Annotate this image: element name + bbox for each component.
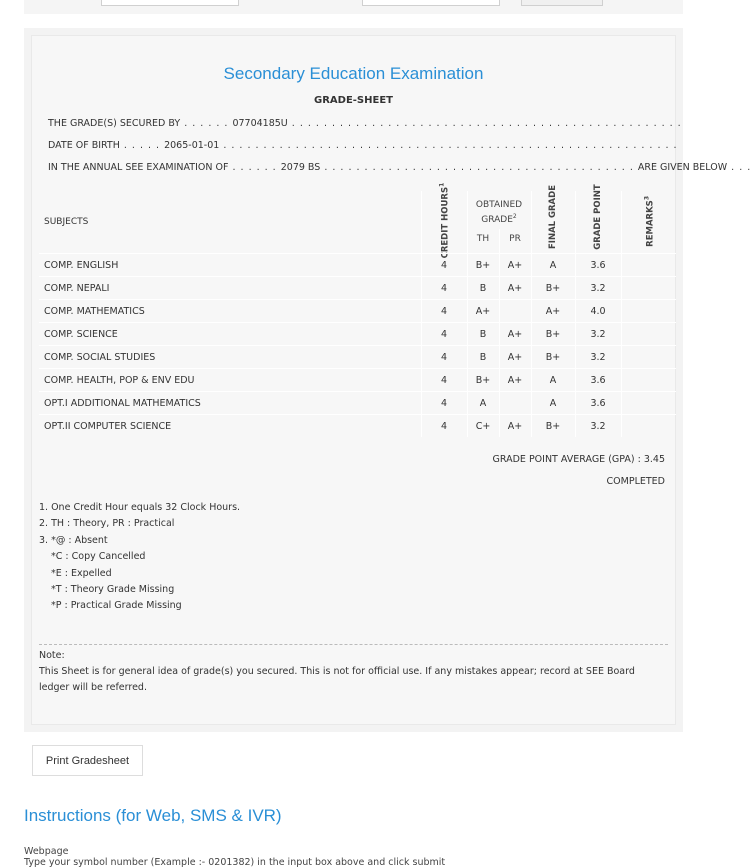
cell-final: A bbox=[549, 260, 557, 271]
cell-remarks bbox=[621, 369, 676, 392]
cell-remarks bbox=[621, 300, 676, 323]
cell-remarks bbox=[621, 346, 676, 369]
cell-final: A bbox=[549, 398, 557, 409]
cell-subject: COMP. MATHEMATICS bbox=[44, 306, 145, 317]
cell-credit: 4 bbox=[440, 375, 448, 386]
header-credit-hours: CREDIT HOURS$^1$ bbox=[438, 182, 451, 259]
cell-final: B+ bbox=[545, 283, 561, 294]
webpage-label: Webpage bbox=[24, 846, 69, 857]
header-remarks: REMARKS$^3$ bbox=[643, 195, 656, 247]
cell-credit: 4 bbox=[440, 283, 448, 294]
info-line-dob: DATE OF BIRTH . . . . . 2065-01-01 . . . . . . . . . . . . . . . . . . . . . . . . . . . . . . . . . . . . . . . . . . . . . . . . . . . . . . . . . bbox=[48, 140, 678, 151]
cell-credit: 4 bbox=[440, 398, 448, 409]
cell-gp: 3.2 bbox=[590, 421, 606, 432]
cell-th: A bbox=[479, 398, 487, 409]
info-line-exam: IN THE ANNUAL SEE EXAMINATION OF . . . . . . 2079 BS . . . . . . . . . . . . . . . . . . . . . . . . . . . . . . . . . . . . . . . ARE GIVEN BELOW . . . bbox=[48, 162, 751, 173]
header-th: TH bbox=[476, 234, 490, 244]
header-final-grade: FINAL GRADE bbox=[548, 185, 558, 249]
cell-remarks bbox=[621, 392, 676, 415]
gradesheet bbox=[31, 35, 751, 725]
cell-th: B+ bbox=[475, 260, 491, 271]
note-text: This Sheet is for general idea of grade(s) you secured. This is not for official use. If any mistakes appear; record at SEE Board ledger will be referred. bbox=[39, 666, 635, 693]
table-row bbox=[39, 368, 676, 392]
cell-pr: A+ bbox=[507, 283, 523, 294]
footnotes bbox=[39, 500, 240, 615]
table-row bbox=[39, 253, 676, 277]
date-of-birth: 2065-01-01 bbox=[164, 140, 220, 151]
instructions-title: Instructions (for Web, SMS & IVR) bbox=[24, 806, 282, 825]
top-form-bar bbox=[24, 0, 683, 14]
footnote: *P : Practical Grade Missing bbox=[51, 600, 182, 612]
disclaimer bbox=[39, 648, 649, 696]
exam-year: 2079 BS bbox=[280, 162, 321, 173]
cell-credit: 4 bbox=[440, 306, 448, 317]
footnote: 2. TH : Theory, PR : Practical bbox=[39, 518, 175, 530]
cell-gp: 3.2 bbox=[590, 283, 606, 294]
exam-title: Secondary Education Examination bbox=[223, 64, 484, 83]
cell-th: A+ bbox=[475, 306, 491, 317]
gradesheet-heading: GRADE-SHEET bbox=[314, 95, 393, 106]
footnote: 1. One Credit Hour equals 32 Clock Hours. bbox=[39, 502, 241, 513]
table-row bbox=[39, 391, 676, 415]
cell-final: A bbox=[549, 375, 557, 386]
cell-subject: OPT.I ADDITIONAL MATHEMATICS bbox=[44, 398, 201, 409]
symbol-input[interactable] bbox=[101, 0, 239, 6]
submit-button[interactable] bbox=[521, 0, 603, 6]
cell-gp: 3.6 bbox=[590, 398, 606, 409]
cell-subject: OPT.II COMPUTER SCIENCE bbox=[44, 421, 172, 432]
cell-pr bbox=[499, 392, 531, 415]
cell-final: B+ bbox=[545, 352, 561, 363]
cell-remarks bbox=[621, 254, 676, 277]
cell-gp: 3.6 bbox=[590, 375, 606, 386]
note-label: Note: bbox=[39, 650, 65, 661]
cell-subject: COMP. SCIENCE bbox=[44, 329, 118, 340]
cell-final: B+ bbox=[545, 329, 561, 340]
table-row bbox=[39, 345, 676, 369]
print-gradesheet-button[interactable]: Print Gradesheet bbox=[32, 745, 143, 776]
cell-final: B+ bbox=[545, 421, 561, 432]
cell-final: A+ bbox=[545, 306, 561, 317]
result-status: COMPLETED bbox=[606, 476, 665, 487]
cell-gp: 4.0 bbox=[590, 306, 606, 317]
cell-remarks bbox=[621, 415, 676, 438]
table-row bbox=[39, 322, 676, 346]
table-row bbox=[39, 299, 676, 323]
table-row bbox=[39, 414, 676, 438]
cell-pr: A+ bbox=[507, 352, 523, 363]
webpage-instruction: Type your symbol number (Example :- 0201382) in the input box above and click submit bbox=[24, 857, 446, 868]
header-pr: PR bbox=[509, 234, 521, 244]
table-row bbox=[39, 276, 676, 300]
cell-pr: A+ bbox=[507, 329, 523, 340]
cell-th: C+ bbox=[475, 421, 491, 432]
dob-input[interactable] bbox=[362, 0, 500, 6]
header-grade-point: GRADE POINT bbox=[593, 184, 603, 250]
cell-gp: 3.2 bbox=[590, 352, 606, 363]
cell-th: B bbox=[479, 283, 487, 294]
gradesheet-container bbox=[24, 28, 751, 732]
cell-pr bbox=[499, 300, 531, 323]
footnote: 3. *@ : Absent bbox=[39, 534, 108, 546]
footnote: *T : Theory Grade Missing bbox=[51, 584, 175, 596]
cell-th: B bbox=[479, 329, 487, 340]
cell-th: B bbox=[479, 352, 487, 363]
cell-credit: 4 bbox=[440, 352, 448, 363]
cell-subject: COMP. NEPALI bbox=[44, 283, 110, 294]
cell-remarks bbox=[621, 323, 676, 346]
header-subjects: SUBJECTS bbox=[44, 217, 89, 227]
header-obtained-grade: OBTAINED GRADE$^2$ TH PR bbox=[467, 191, 531, 253]
footnote: *E : Expelled bbox=[51, 567, 112, 579]
cell-gp: 3.2 bbox=[590, 329, 606, 340]
cell-th: B+ bbox=[475, 375, 491, 386]
cell-subject: COMP. ENGLISH bbox=[44, 260, 119, 271]
divider bbox=[39, 644, 668, 645]
cell-pr: A+ bbox=[507, 375, 523, 386]
footnote: *C : Copy Cancelled bbox=[51, 551, 146, 563]
gpa-value: GRADE POINT AVERAGE (GPA) : 3.45 bbox=[492, 454, 665, 465]
cell-pr: A+ bbox=[507, 421, 523, 432]
cell-credit: 4 bbox=[440, 329, 448, 340]
cell-credit: 4 bbox=[440, 421, 448, 432]
cell-subject: COMP. SOCIAL STUDIES bbox=[44, 352, 156, 363]
cell-remarks bbox=[621, 277, 676, 300]
cell-credit: 4 bbox=[440, 260, 448, 271]
info-line-secured-by: THE GRADE(S) SECURED BY . . . . . . 07704185U . . . . . . . . . . . . . . . . . . . . . . . . . . . . . . . . . . . . . . . . . . . . . . . . . bbox=[48, 118, 682, 129]
cell-gp: 3.6 bbox=[590, 260, 606, 271]
cell-pr: A+ bbox=[507, 260, 523, 271]
symbol-number: 07704185U bbox=[232, 118, 288, 129]
cell-subject: COMP. HEALTH, POP & ENV EDU bbox=[44, 375, 195, 386]
